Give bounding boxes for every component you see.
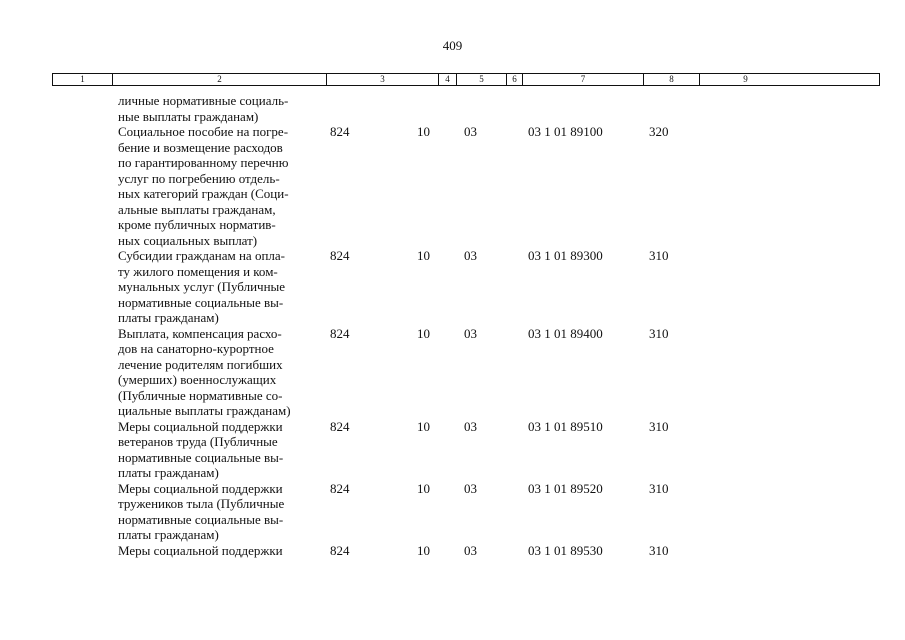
row-c4-value: 10 (417, 248, 430, 263)
column-header-4: 4 (439, 74, 457, 85)
row-name-line: Выплата, компенсация расхо- (118, 325, 282, 341)
row-name-line: ных категорий граждан (Соци- (118, 186, 289, 201)
row-name-line: (Публичные нормативные со- (118, 387, 283, 403)
row-name-line: ные выплаты гражданам) (118, 108, 259, 124)
row-c7-value: 310 (649, 248, 669, 263)
row-name-line: Меры социальной поддержки (118, 542, 283, 558)
row-name-line: мунальных услуг (Публичные (118, 279, 286, 294)
column-header-3: 3 (327, 74, 439, 85)
row-name-line: нормативные социальные вы- (118, 294, 284, 310)
row-c6-value: 03 1 01 89400 (528, 325, 603, 341)
row-name-line: Меры социальной поддержки (118, 418, 283, 434)
row-name-line: нормативные социальные вы- (118, 449, 284, 465)
row-name-line: платы гражданам) (118, 527, 219, 542)
row-name-line: тружеников тыла (Публичные (118, 496, 285, 511)
row-c5-value: 03 (464, 418, 477, 434)
column-header-7: 7 (523, 74, 644, 85)
row-c5-value: 03 (464, 248, 477, 263)
row-c7-value: 320 (649, 124, 669, 139)
row-name-line: Субсидии гражданам на опла- (118, 248, 285, 263)
column-header-2: 2 (113, 74, 327, 85)
row-name-line: платы гражданам) (118, 465, 219, 480)
row-c4-value: 10 (417, 325, 430, 341)
row-c4-value: 10 (417, 418, 430, 434)
row-name-line: циальные выплаты гражданам) (118, 403, 291, 418)
row-name-line: нормативные социальные вы- (118, 511, 284, 527)
row-c5-value: 03 (464, 124, 477, 139)
row-name-line: платы гражданам) (118, 310, 219, 325)
row-c7-value: 310 (649, 325, 669, 341)
row-c7-value: 310 (649, 542, 669, 558)
row-c3-value: 824 (330, 124, 350, 139)
row-c5-value: 03 (464, 480, 477, 496)
row-c6-value: 03 1 01 89510 (528, 418, 603, 434)
row-name-line: личные нормативные социаль- (118, 93, 289, 108)
row-c5-value: 03 (464, 325, 477, 341)
row-name-line: альные выплаты гражданам, (118, 201, 276, 217)
row-c6-value: 03 1 01 89530 (528, 542, 603, 558)
column-header-1: 1 (53, 74, 113, 85)
row-c4-value: 10 (417, 124, 430, 139)
page-number: 409 (442, 38, 463, 53)
row-c3-value: 824 (330, 542, 350, 558)
row-name-line: ветеранов труда (Публичные (118, 434, 278, 449)
row-c6-value: 03 1 01 89520 (528, 480, 603, 496)
column-header-6: 6 (507, 74, 523, 85)
row-c5-value: 03 (464, 542, 477, 558)
row-name-line: ных социальных выплат) (118, 232, 258, 248)
row-name-line: по гарантированному перечню (118, 155, 289, 170)
row-name-line: ту жилого помещения и ком- (118, 263, 278, 279)
row-name-line: (умерших) военнослужащих (118, 372, 277, 387)
column-number-header (52, 73, 880, 86)
row-c3-value: 824 (330, 480, 350, 496)
row-c6-value: 03 1 01 89100 (528, 124, 603, 139)
row-c4-value: 10 (417, 480, 430, 496)
row-name-line: дов на санаторно-курортное (118, 341, 274, 356)
row-name-line: услуг по погребению отдель- (118, 170, 280, 186)
row-c3-value: 824 (330, 248, 350, 263)
row-c3-value: 824 (330, 418, 350, 434)
row-name-line: кроме публичных норматив- (118, 217, 276, 232)
row-c7-value: 310 (649, 480, 669, 496)
row-name-line: Меры социальной поддержки (118, 480, 283, 496)
row-name-line: Социальное пособие на погре- (118, 124, 289, 139)
row-c6-value: 03 1 01 89300 (528, 248, 603, 263)
column-header-9: 9 (743, 74, 748, 84)
column-header-8: 8 (644, 74, 700, 85)
row-name-line: бение и возмещение расходов (118, 139, 283, 155)
row-c3-value: 824 (330, 325, 350, 341)
column-header-5: 5 (457, 74, 507, 85)
row-c4-value: 10 (417, 542, 430, 558)
row-c7-value: 310 (649, 418, 669, 434)
row-name-line: лечение родителям погибших (118, 356, 283, 372)
